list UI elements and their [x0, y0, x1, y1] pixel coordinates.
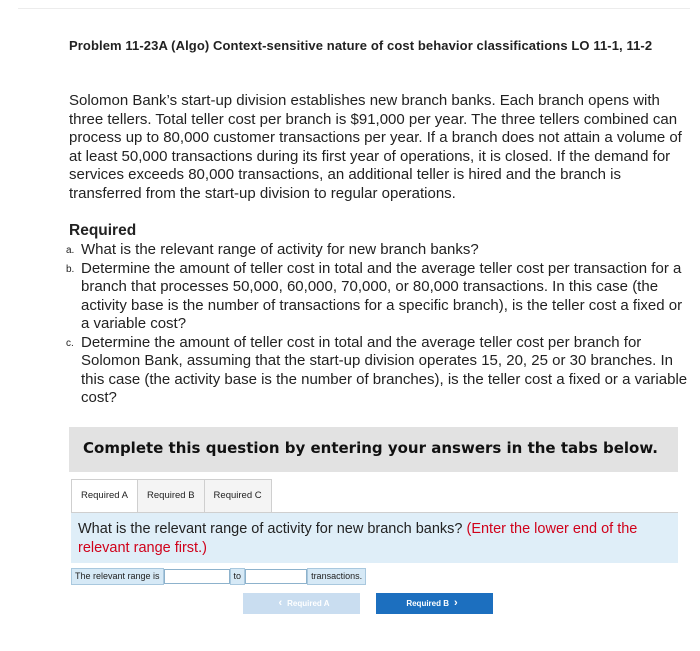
required-item-letter: c. — [66, 337, 74, 349]
problem-title: Problem 11-23A (Algo) Context-sensitive nature of cost behavior classifications LO 11-1, 11-2 — [69, 38, 653, 53]
question-hint: (Enter the lower end of the relevant range first.) — [78, 521, 638, 556]
question-text — [78, 520, 674, 558]
upper-range-input[interactable] — [245, 569, 307, 584]
transactions-label: transactions. — [307, 568, 366, 585]
lower-range-input[interactable] — [164, 569, 230, 584]
relevant-range-label: The relevant range is — [71, 568, 164, 585]
required-item-c — [66, 334, 692, 408]
required-item-a — [66, 241, 692, 260]
to-label: to — [230, 568, 246, 585]
required-item-b — [66, 260, 692, 334]
required-item-text: Determine the amount of teller cost in total and the average teller cost per transaction for a branch that processes 50,000, 60,000, 70,000, or 80,000 transactions. In this case (the activity base is the number of transactions for a specific branch), is the teller cost a fixed or a variable cost? — [81, 259, 683, 332]
required-heading: Required — [69, 222, 137, 239]
question-prompt: What is the relevant range of activity for new branch banks? — [78, 521, 463, 537]
required-item-text: What is the relevant range of activity for new branch banks? — [81, 241, 479, 258]
prev-tab-label: Required A — [287, 599, 330, 608]
next-tab-button[interactable] — [376, 593, 493, 614]
problem-statement: Solomon Bank’s start-up division establishes new branch banks. Each branch opens with three tellers. Total teller cost per branch is $91,000 per year. The three tellers combined can process up to 80,000 customer transactions per year. If a branch does not attain a volume of at least 50,000 transactions during its first year of operations, it is closed. If the demand for services exceeds 80,000 transactions, an additional teller is hired and the branch is transferred from the start-up division to regular operations. — [69, 92, 682, 202]
chevron-right-icon: › — [454, 597, 458, 609]
instructions-text: Complete this question by entering your answers in the tabs below. — [83, 439, 658, 457]
tab-required-c[interactable]: Required C — [204, 479, 272, 512]
required-item-text: Determine the amount of teller cost in total and the average teller cost per branch for Solomon Bank, assuming that the start-up division operates 15, 20, 25 or 30 branches. In this case (the activity base is the number of branches), is the teller cost a fixed or a variable cost? — [81, 333, 688, 406]
answer-row — [71, 568, 366, 585]
required-item-letter: b. — [66, 263, 75, 275]
chevron-left-icon: ‹ — [278, 597, 283, 609]
tab-bar — [71, 479, 271, 512]
top-divider — [18, 8, 690, 9]
tab-required-b[interactable]: Required B — [137, 479, 205, 512]
instructions-banner — [69, 427, 678, 472]
required-list — [66, 241, 692, 408]
required-item-letter: a. — [66, 245, 75, 256]
tab-required-a[interactable]: Required A — [71, 479, 138, 513]
question-panel — [71, 513, 678, 563]
prev-tab-button[interactable] — [243, 593, 360, 614]
next-tab-label: Required B — [406, 599, 449, 608]
